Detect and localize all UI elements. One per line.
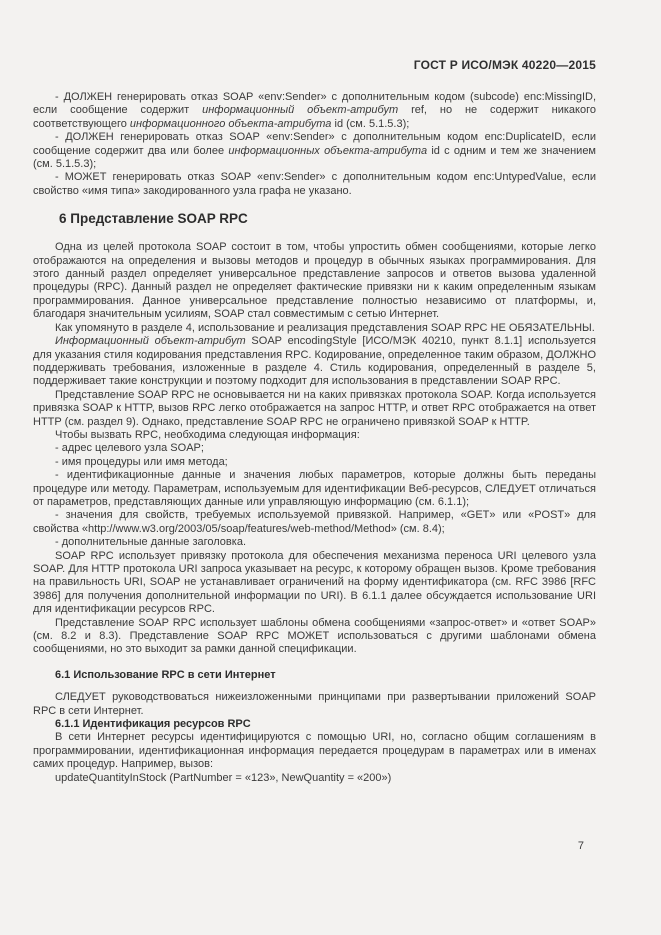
text-run: - значения для свойств, требуемых используемой привязкой. Например, «GET» или «POST» для свойства «http://www.w3.org/2003/05/soap/features/web-method/Method» (см. 8.4); xyxy=(33,509,596,535)
text-run: - дополнительные данные заголовка. xyxy=(55,536,247,549)
paragraph xyxy=(33,335,596,389)
italic-term: Информационный объект-атрибут xyxy=(55,335,246,348)
paragraph xyxy=(33,389,596,429)
text-run: SOAP encodingStyle [ИСО/МЭК 40210, пункт 8.1.1] используется для указания стиля кодирования представления RPC. Кодирование, определенное таким образом, ДОЛЖНО поддерживать требования, изложенные в разделе 4. Стиль кодирования, определенный в разделе 5, поддерживает такие конструкции и поэтому подходит для использования в представлении SOAP RPC. xyxy=(33,335,596,388)
text-run: - ДОЛЖЕН генерировать отказ SOAP «env:Sender» с дополнительным кодом (subcode) enc:MissingID, если сообщение содержит xyxy=(33,91,596,117)
paragraph xyxy=(33,91,596,131)
paragraph xyxy=(33,131,596,171)
text-run: - идентификационные данные и значения любых параметров, которые должны быть переданы процедуре или методу. Параметрам, используемым для идентификации Веб-ресурсов, СЛЕДУЕТ отличаться от параметров, представляющих данные или управляющую информацию (см. 6.1.1); xyxy=(33,469,596,508)
paragraph xyxy=(33,550,596,617)
paragraph xyxy=(33,536,596,549)
text-run: updateQuantityInStock (PartNumber = «123», NewQuantity = «200») xyxy=(55,771,392,784)
italic-term: информационного объекта-атрибута xyxy=(129,117,332,130)
text-run: Представление SOAP RPC не основывается ни на каких привязках протокола SOAP. Когда используется привязка SOAP к HTTP, вызов RPC легко отображается на запрос HTTP, и ответ RPC отображается на ответ HTTP (см. раздел 9). Однако, представление SOAP RPC не ограничено привязкой SOAP к HTTP. xyxy=(33,388,596,428)
text-run: 6.1 Использование RPC в сети Интернет xyxy=(55,668,276,681)
text-run: Представление SOAP RPC использует шаблоны обмена сообщениями «запрос-ответ» и «ответ SOAP» (см. 8.2 и 8.3). Представление SOAP RPC МОЖЕТ использоваться с другими шаблонами обмена сообщениями, но это выходит за рамки данной спецификации. xyxy=(33,616,596,656)
text-run: id с одним и тем же значением (см. 5.1.5.3); xyxy=(33,144,596,171)
document-content xyxy=(33,91,596,785)
paragraph xyxy=(33,442,596,455)
paragraph xyxy=(33,429,596,442)
italic-term: информационный объект-атрибут xyxy=(202,104,399,117)
paragraph xyxy=(33,322,596,335)
section-heading xyxy=(33,210,596,227)
paragraph xyxy=(33,469,596,509)
text-run: СЛЕДУЕТ руководствоваться нижеизложенными принципами при развертывании приложений SOAP RPC в сети Интернет. xyxy=(33,691,596,717)
text-run: В сети Интернет ресурсы идентифицируются с помощью URI, но, согласно общим соглашениям в программировании, идентификационная информация передается процедурам в параметрах или в именах самих процедур. Например, вызов: xyxy=(33,731,596,771)
text-run: 6 Представление SOAP RPC xyxy=(59,211,248,227)
text-run: - ДОЛЖЕН генерировать отказ SOAP «env:Sender» с дополнительным кодом enc:DuplicateID, если сообщение содержит два или более xyxy=(33,131,596,157)
paragraph xyxy=(33,456,596,469)
text-run: ref, но не содержит никакого соответствующего xyxy=(33,104,596,130)
text-run: SOAP RPC использует привязку протокола для обеспечения механизма переноса URI целевого узла SOAP. Для HTTP протокола URI запроса указывает на ресурс, к которому обращен вызов. Кроме требования на правильность URI, SOAP не устанавливает ограничений на форму идентификатора (см. RFC 3986 [RFC 3986] для получения дополнительной информации по URI). В 6.1.1 далее обсуждается использование URI для идентификации ресурсов RPC. xyxy=(33,549,596,616)
paragraph xyxy=(33,509,596,536)
paragraph xyxy=(33,691,596,718)
subsection-heading xyxy=(33,669,596,682)
paragraph xyxy=(33,241,596,321)
text-run: - МОЖЕТ генерировать отказ SOAP «env:Sender» с дополнительным кодом enc:UntypedValue, если свойство «имя типа» закодированного узла графа не указано. xyxy=(33,171,596,197)
paragraph xyxy=(33,171,596,198)
text-run: Как упомянуто в разделе 4, использование и реализация представления SOAP RPC НЕ ОБЯЗАТЕЛЬНЫ. xyxy=(55,321,595,334)
paragraph xyxy=(33,617,596,657)
page-number: 7 xyxy=(577,840,584,852)
paragraph xyxy=(33,731,596,771)
text-run: - адрес целевого узла SOAP; xyxy=(55,442,204,455)
text-run: - имя процедуры или имя метода; xyxy=(55,455,228,468)
italic-term: информационных объекта-атрибута xyxy=(228,144,428,157)
text-run: 6.1.1 Идентификация ресурсов RPC xyxy=(55,718,251,731)
text-run: Чтобы вызвать RPC, необходима следующая информация: xyxy=(55,428,360,441)
subsubsection-heading xyxy=(33,718,596,731)
text-run: Одна из целей протокола SOAP состоит в том, чтобы упростить обмен сообщениями, которые легко отображаются на определения и вызовы методов и процедур в обычных языках программирования. Для этого данный раздел определяет универсальное представление запросов и ответов вызова удаленной процедуры (RPC). Данный раздел не определяет фактические привязки ни к каким определенным языкам программирования. Данное универсальное представление полностью независимо от платформы, и, благодаря значительным усилиям, SOAP стал совместимым с сетью Интернет. xyxy=(33,241,596,321)
text-run: id (см. 5.1.5.3); xyxy=(331,117,410,130)
running-header: ГОСТ Р ИСО/МЭК 40220—2015 xyxy=(413,58,596,72)
code-line xyxy=(33,772,596,785)
